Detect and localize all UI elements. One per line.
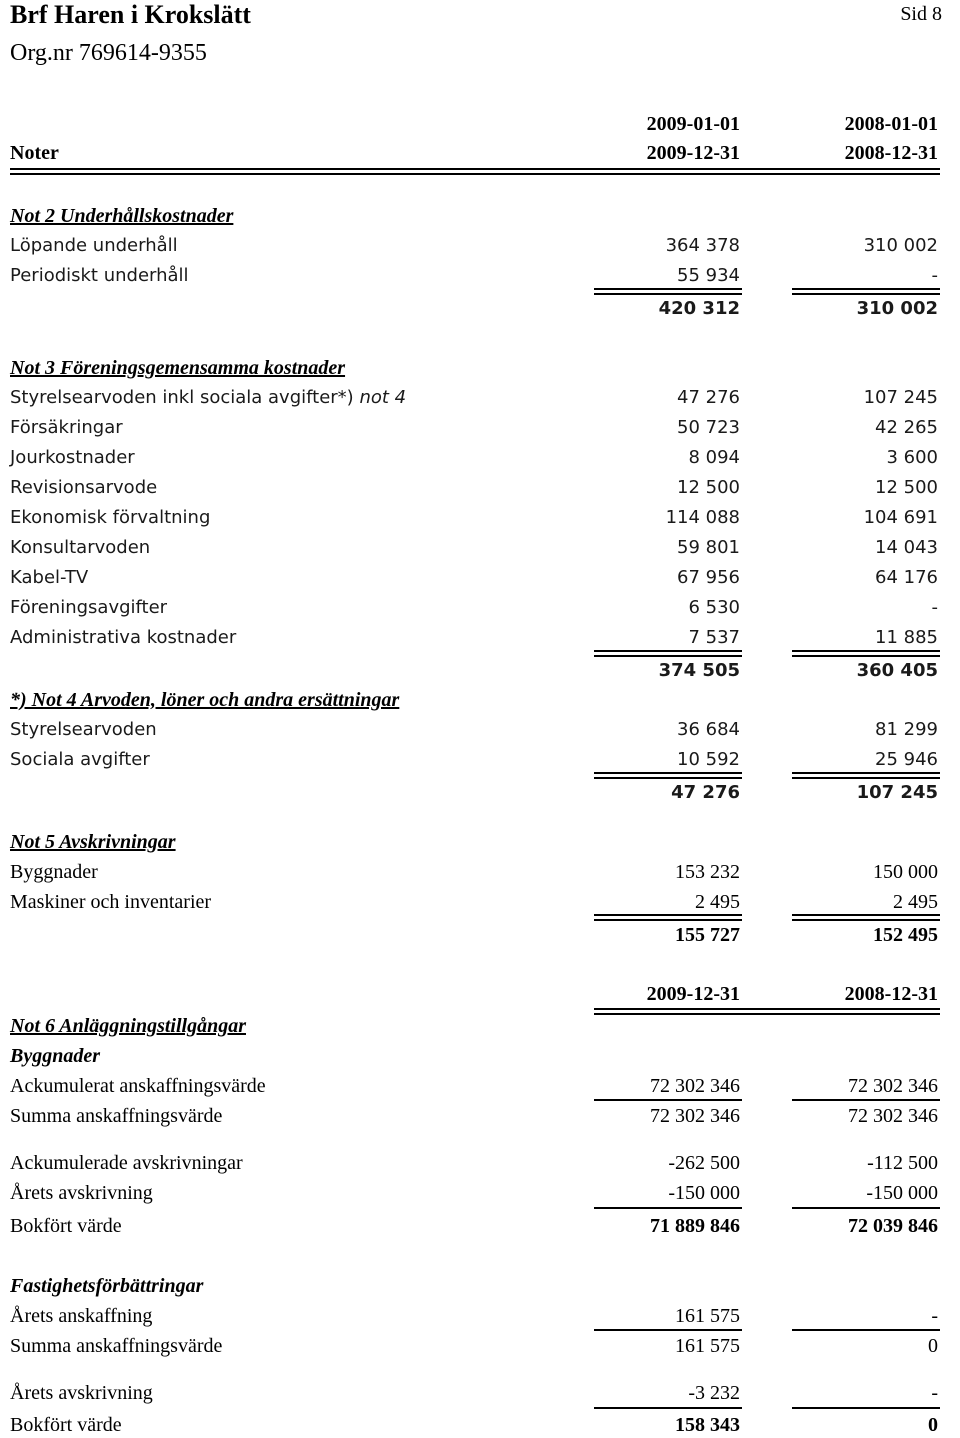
subtotal-rule xyxy=(594,1207,742,1209)
note-2-total-rule xyxy=(792,288,940,295)
subtotal-rule xyxy=(792,1099,940,1101)
note-5-title: Not 5 Avskrivningar xyxy=(10,831,176,853)
note-5-total-rule xyxy=(792,914,940,921)
improvements-book-value-2008: 0 xyxy=(928,1414,938,1436)
buildings-year-depreciation-2008: -150 000 xyxy=(866,1182,938,1204)
note-2-row-2008: - xyxy=(931,265,938,286)
note-4-row-label: Sociala avgifter xyxy=(10,749,150,770)
note-3-total-rule xyxy=(792,650,940,657)
note-4-total-rule xyxy=(792,772,940,779)
org-number: Org.nr 769614-9355 xyxy=(10,40,207,66)
buildings-total-acquisition-2008: 72 302 346 xyxy=(848,1105,938,1127)
note-5-row-label: Byggnader xyxy=(10,861,98,883)
buildings-year-depreciation-label: Årets avskrivning xyxy=(10,1182,153,1204)
buildings-accumulated-depreciation-label: Ackumulerade avskrivningar xyxy=(10,1152,243,1174)
note-3-title: Not 3 Föreningsgemensamma kostnader xyxy=(10,357,346,379)
note-5-total-2009: 155 727 xyxy=(675,924,740,946)
note-3-row-2008: 42 265 xyxy=(875,417,938,438)
column-2008-from: 2008-01-01 xyxy=(844,113,938,135)
buildings-year-depreciation-2009: -150 000 xyxy=(668,1182,740,1204)
note-3-row-2009: 47 276 xyxy=(677,387,740,408)
buildings-book-value-2009: 71 889 846 xyxy=(650,1215,740,1237)
note-4-total-2009: 47 276 xyxy=(671,782,740,803)
column-2008-to: 2008-12-31 xyxy=(844,142,938,164)
note-3-row-2009: 59 801 xyxy=(677,537,740,558)
subtotal-rule xyxy=(792,1329,940,1331)
note-3-row-label: Ekonomisk förvaltning xyxy=(10,507,211,528)
note-2-row-2009: 364 378 xyxy=(665,235,740,256)
note-3-row-label: Revisionsarvode xyxy=(10,477,158,498)
note-4-reference: not 4 xyxy=(353,387,407,408)
subtotal-rule xyxy=(792,1207,940,1209)
improvements-year-depreciation-label: Årets avskrivning xyxy=(10,1382,153,1404)
note-5-row-2008: 150 000 xyxy=(873,861,938,883)
buildings-book-value-label: Bokfört värde xyxy=(10,1215,122,1237)
note-3-row-2008: 104 691 xyxy=(863,507,938,528)
note-2-title: Not 2 Underhållskostnader xyxy=(10,205,234,227)
buildings-accumulated-depreciation-2008: -112 500 xyxy=(867,1152,938,1174)
subtotal-rule xyxy=(594,1329,742,1331)
note-3-row-2008: 64 176 xyxy=(875,567,938,588)
note-3-row-2008: 14 043 xyxy=(875,537,938,558)
note-6-title: Not 6 Anläggningstillgångar xyxy=(10,1015,246,1037)
note-5-total-rule xyxy=(594,914,742,921)
column-2009-to: 2009-12-31 xyxy=(646,142,740,164)
note-3-row-label: Konsultarvoden xyxy=(10,537,151,558)
note-4-total-2008: 107 245 xyxy=(856,782,938,803)
note-3-row-label: Administrativa kostnader xyxy=(10,627,237,648)
note-4-row-2009: 36 684 xyxy=(677,719,740,740)
improvements-year-acquisition-2008: - xyxy=(931,1305,938,1327)
note-3-row-2008: 3 600 xyxy=(886,447,938,468)
improvements-year-acquisition-label: Årets anskaffning xyxy=(10,1305,153,1327)
note-2-row-label: Löpande underhåll xyxy=(10,235,178,256)
improvements-total-acquisition-2008: 0 xyxy=(928,1335,938,1357)
note-4-row-2008: 81 299 xyxy=(875,719,938,740)
subtotal-rule xyxy=(594,1099,742,1101)
note-6-column-2009: 2009-12-31 xyxy=(646,983,740,1005)
note-5-row-2009: 2 495 xyxy=(695,891,740,913)
column-2009-from: 2009-01-01 xyxy=(646,113,740,135)
note-3-row-2009: 8 094 xyxy=(688,447,740,468)
note-4-row-2008: 25 946 xyxy=(875,749,938,770)
note-4-title: *) Not 4 Arvoden, löner och andra ersättningar xyxy=(10,689,400,711)
improvements-total-acquisition-label: Summa anskaffningsvärde xyxy=(10,1335,223,1357)
improvements-book-value-2009: 158 343 xyxy=(675,1414,740,1436)
note-3-row-label: Jourkostnader xyxy=(10,447,135,468)
improvements-book-value-label: Bokfört värde xyxy=(10,1414,122,1436)
improvements-total-acquisition-2009: 161 575 xyxy=(675,1335,740,1357)
improvements-year-depreciation-2009: -3 232 xyxy=(688,1382,740,1404)
note-3-row-2009: 114 088 xyxy=(665,507,740,528)
note-6-column-2008: 2008-12-31 xyxy=(844,983,938,1005)
buildings-total-acquisition-2009: 72 302 346 xyxy=(650,1105,740,1127)
buildings-heading: Byggnader xyxy=(10,1045,100,1067)
buildings-acquisition-label: Ackumulerat anskaffningsvärde xyxy=(10,1075,266,1097)
page-number: Sid 8 xyxy=(900,3,942,25)
note-4-row-label: Styrelsearvoden xyxy=(10,719,157,740)
note-2-total-2008: 310 002 xyxy=(856,298,938,319)
buildings-acquisition-2009: 72 302 346 xyxy=(650,1075,740,1097)
note-3-total-2009: 374 505 xyxy=(658,660,740,681)
note-3-row-2008: 12 500 xyxy=(875,477,938,498)
note-3-row-label: Föreningsavgifter xyxy=(10,597,168,618)
note-2-total-rule xyxy=(594,288,742,295)
note-3-row-label: Kabel-TV xyxy=(10,567,89,588)
note-3-row-label: Styrelsearvoden inkl sociala avgifter*) not 4 xyxy=(10,387,407,408)
buildings-total-acquisition-label: Summa anskaffningsvärde xyxy=(10,1105,223,1127)
note-3-row-2008: - xyxy=(931,597,938,618)
buildings-book-value-2008: 72 039 846 xyxy=(848,1215,938,1237)
note-2-row-2008: 310 002 xyxy=(863,235,938,256)
note-2-total-2009: 420 312 xyxy=(658,298,740,319)
improvements-heading: Fastighetsförbättringar xyxy=(10,1275,204,1297)
note-6-header-rule xyxy=(594,1008,940,1015)
note-4-row-2009: 10 592 xyxy=(677,749,740,770)
note-3-row-2008: 107 245 xyxy=(863,387,938,408)
notes-heading: Noter xyxy=(10,142,59,164)
note-3-row-label: Försäkringar xyxy=(10,417,123,438)
note-3-row-2009: 6 530 xyxy=(688,597,740,618)
note-5-row-label: Maskiner och inventarier xyxy=(10,891,212,913)
improvements-year-acquisition-2009: 161 575 xyxy=(675,1305,740,1327)
subtotal-rule xyxy=(792,1407,940,1409)
note-3-row-2009: 12 500 xyxy=(677,477,740,498)
note-3-row-2009: 50 723 xyxy=(677,417,740,438)
note-5-row-2009: 153 232 xyxy=(675,861,740,883)
subtotal-rule xyxy=(594,1407,742,1409)
header-rule xyxy=(10,168,940,175)
note-5-row-2008: 2 495 xyxy=(893,891,938,913)
improvements-year-depreciation-2008: - xyxy=(931,1382,938,1404)
buildings-accumulated-depreciation-2009: -262 500 xyxy=(668,1152,740,1174)
note-4-total-rule xyxy=(594,772,742,779)
note-3-total-rule xyxy=(594,650,742,657)
note-3-row-2009: 7 537 xyxy=(688,627,740,648)
note-3-total-2008: 360 405 xyxy=(856,660,938,681)
note-3-row-2009: 67 956 xyxy=(677,567,740,588)
note-5-total-2008: 152 495 xyxy=(873,924,938,946)
buildings-acquisition-2008: 72 302 346 xyxy=(848,1075,938,1097)
organization-name: Brf Haren i Krokslätt xyxy=(10,0,251,29)
note-3-row-2008: 11 885 xyxy=(875,627,938,648)
note-2-row-2009: 55 934 xyxy=(677,265,740,286)
note-2-row-label: Periodiskt underhåll xyxy=(10,265,189,286)
